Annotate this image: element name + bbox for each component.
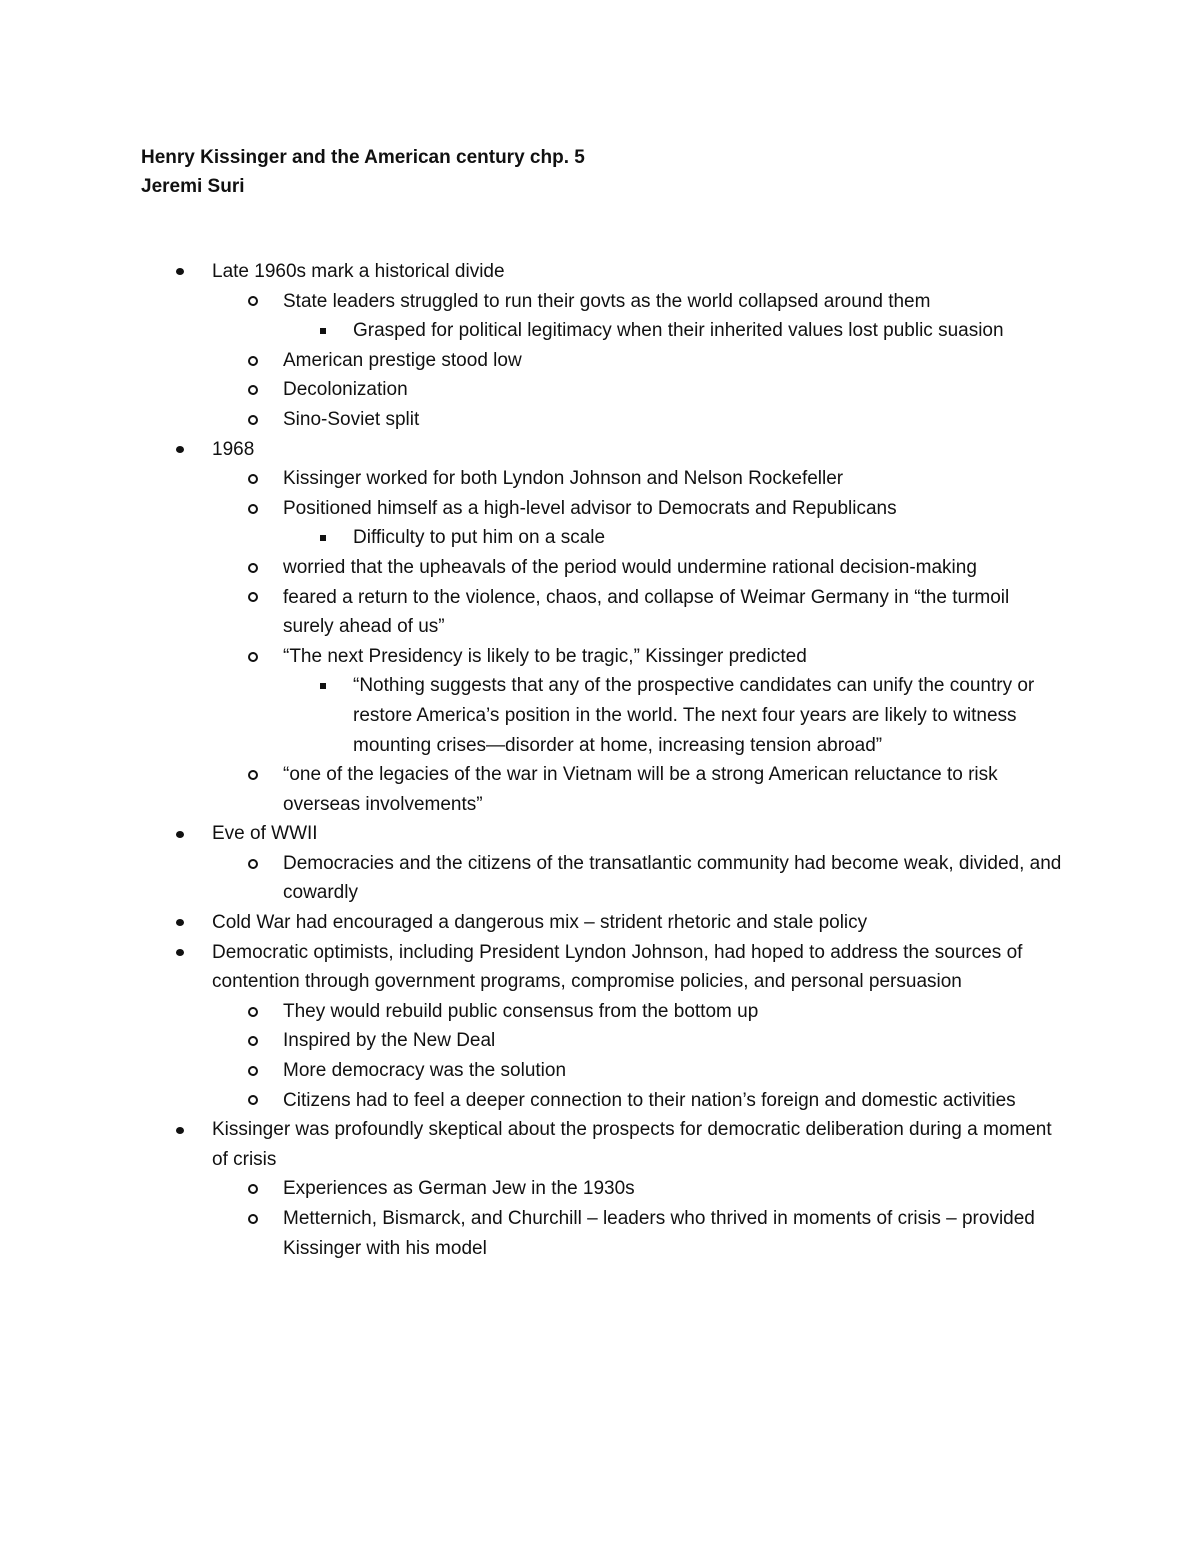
outline-item-text: Difficulty to put him on a scale [353,527,606,549]
outline-item-text: 1968 [212,438,255,460]
outline-item-level-2 [0,1056,1063,1086]
hollow-bullet-icon [248,504,258,514]
outline-item-level-2 [0,346,1063,376]
hollow-bullet-icon [248,652,258,662]
outline-item-level-2 [0,1026,1063,1056]
outline-item-level-1 [0,819,1072,849]
outline-item-level-2 [0,287,1063,317]
hollow-bullet-icon [248,474,258,484]
hollow-bullet-icon [248,859,258,869]
bullet-marker [246,494,260,524]
square-bullet-icon [320,535,326,541]
square-bullet-icon [320,683,326,689]
bullet-marker [246,849,260,879]
outline-item-text: State leaders struggled to run their govts as the world collapsed around them [283,290,931,312]
outline-item-text: worried that the upheavals of the period would undermine rational decision-making [283,556,977,578]
title-block [141,143,585,201]
outline-item-level-3 [0,671,1068,760]
filled-bullet-icon [176,446,184,453]
outline-item-text: “Nothing suggests that any of the prospective candidates can unify the country or restore America’s position in the world. The next four years are likely to witness mounting crises—disorder at home, increasing tension abroad” [353,675,1035,756]
outline-item-level-1 [0,435,1072,465]
bullet-marker [173,435,187,465]
hollow-bullet-icon [248,563,258,573]
outline-item-text: Democracies and the citizens of the transatlantic community had become weak, divided, and cowardly [283,852,1062,904]
bullet-marker [173,819,187,849]
outline-item-level-2 [0,1174,1063,1204]
hollow-bullet-icon [248,385,258,395]
outline-item-level-2 [0,583,1063,642]
hollow-bullet-icon [248,415,258,425]
outline-item-level-1 [0,938,1072,997]
outline-item-text: “one of the legacies of the war in Vietnam will be a strong American reluctance to risk overseas involvements” [283,764,998,815]
hollow-bullet-icon [248,1007,258,1017]
outline-item-level-2 [0,553,1063,583]
bullet-marker [173,938,187,968]
bullet-marker [246,1174,260,1204]
filled-bullet-icon [176,831,184,838]
hollow-bullet-icon [248,356,258,366]
bullet-marker [246,583,260,613]
hollow-bullet-icon [248,1214,258,1224]
bullet-marker [246,760,260,790]
outline-item-text: More democracy was the solution [283,1060,567,1082]
outline-item-level-2 [0,375,1063,405]
outline-item-level-2 [0,849,1063,908]
outline-item-text: Cold War had encouraged a dangerous mix – strident rhetoric and stale policy [212,912,868,934]
outline-item-text: feared a return to the violence, chaos, and collapse of Weimar Germany in “the turmoil surely ahead of us” [283,586,1010,638]
bullet-marker [246,997,260,1027]
outline-item-level-2 [0,642,1063,672]
outline-item-level-2 [0,464,1063,494]
filled-bullet-icon [176,1127,184,1134]
outline-item-text: Kissinger worked for both Lyndon Johnson and Nelson Rockefeller [283,468,844,490]
notes-outline [0,257,1200,1263]
outline-item-level-2 [0,1204,1063,1263]
bullet-marker [246,1086,260,1116]
outline-item-level-1 [0,257,1072,287]
outline-item-text: Democratic optimists, including President Lyndon Johnson, had hoped to address the sources of contention through government programs, compromise policies, and personal persuasion [212,941,1023,993]
outline-item-text: Kissinger was profoundly skeptical about the prospects for democratic deliberation during a moment of crisis [212,1119,1052,1170]
outline-item-text: Positioned himself as a high-level advisor to Democrats and Republicans [283,497,897,519]
document-author: Jeremi Suri [141,176,245,197]
hollow-bullet-icon [248,770,258,780]
outline-item-text: Inspired by the New Deal [283,1030,496,1052]
filled-bullet-icon [176,919,184,926]
bullet-marker [246,464,260,494]
hollow-bullet-icon [248,296,258,306]
bullet-marker [316,671,330,701]
outline-item-text: “The next Presidency is likely to be tragic,” Kissinger predicted [283,645,807,667]
document-title: Henry Kissinger and the American century chp. 5 [141,147,585,168]
outline-item-text: Citizens had to feel a deeper connection to their nation’s foreign and domestic activities [283,1089,1016,1111]
bullet-marker [246,1026,260,1056]
outline-item-text: Metternich, Bismarck, and Churchill – leaders who thrived in moments of crisis – provided Kissinger with his model [283,1208,1035,1259]
bullet-marker [246,287,260,317]
hollow-bullet-icon [248,1184,258,1194]
outline-item-level-3 [0,316,1068,346]
bullet-marker [246,553,260,583]
outline-item-text: Grasped for political legitimacy when their inherited values lost public suasion [353,320,1004,342]
hollow-bullet-icon [248,592,258,602]
hollow-bullet-icon [248,1036,258,1046]
bullet-marker [246,1056,260,1086]
bullet-marker [173,257,187,287]
outline-item-level-3 [0,523,1068,553]
outline-item-level-2 [0,997,1063,1027]
bullet-marker [246,346,260,376]
outline-item-text: Sino-Soviet split [283,408,420,430]
bullet-marker [173,908,187,938]
bullet-marker [316,523,330,553]
bullet-marker [316,316,330,346]
hollow-bullet-icon [248,1095,258,1105]
bullet-marker [246,375,260,405]
outline-item-level-2 [0,405,1063,435]
outline-item-level-2 [0,760,1063,819]
outline-item-text: American prestige stood low [283,349,522,371]
outline-item-text: They would rebuild public consensus from the bottom up [283,1000,759,1022]
bullet-marker [246,642,260,672]
bullet-marker [246,405,260,435]
bullet-marker [246,1204,260,1234]
outline-item-level-2 [0,494,1063,524]
filled-bullet-icon [176,268,184,275]
outline-item-text: Experiences as German Jew in the 1930s [283,1178,635,1200]
filled-bullet-icon [176,949,184,956]
outline-item-text: Decolonization [283,379,408,401]
outline-item-text: Eve of WWII [212,823,318,845]
bullet-marker [173,1115,187,1145]
outline-item-text: Late 1960s mark a historical divide [212,261,505,282]
square-bullet-icon [320,328,326,334]
hollow-bullet-icon [248,1066,258,1076]
outline-item-level-1 [0,1115,1072,1174]
outline-item-level-1 [0,908,1072,938]
outline-item-level-2 [0,1086,1063,1116]
